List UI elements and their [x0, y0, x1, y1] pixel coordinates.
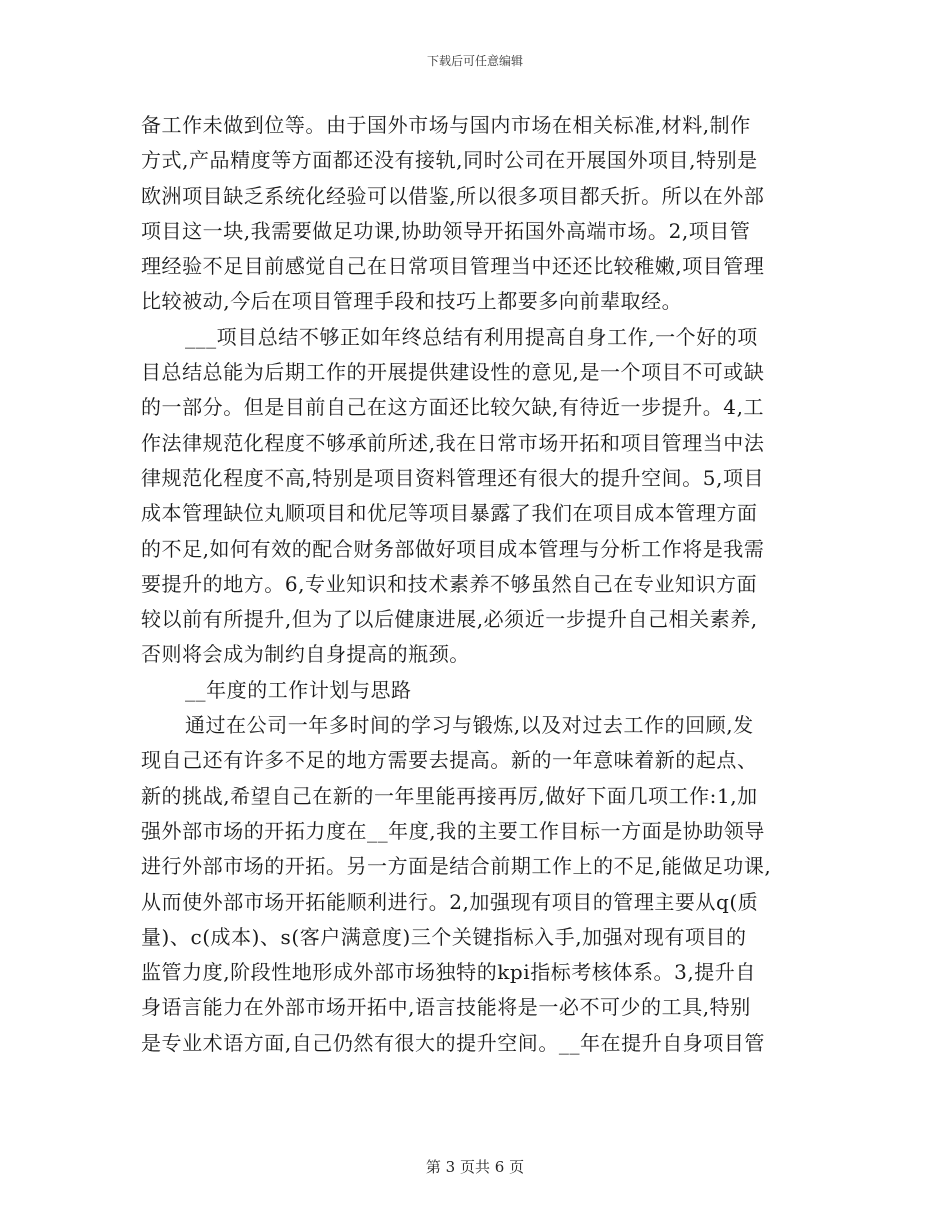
text-line: 方式,产品精度等方面都还没有接轨,同时公司在开展国外项目,特别是 — [141, 148, 758, 173]
page-number-footer: 第 3 页共 6 页 — [425, 1158, 525, 1176]
text-line: 理经验不足目前感觉自己在日常项目管理当中还还比较稚嫩,项目管理 — [141, 254, 765, 279]
text-line: 的一部分。但是目前自己在这方面还比较欠缺,有待近一步提升。4,工 — [141, 395, 765, 420]
text-line: 监管力度,阶段性地形成外部市场独特的kpi指标考核体系。3,提升自 — [141, 960, 756, 985]
text-line: 的不足,如何有效的配合财务部做好项目成本管理与分析工作将是我需 — [141, 536, 765, 561]
text-line: 新的挑战,希望自己在新的一年里能再接再厉,做好下面几项工作:1,加 — [141, 783, 758, 808]
text-line: 是专业术语方面,自己仍然有很大的提升空间。__年在提升自身项目管 — [141, 1030, 765, 1055]
text-line: 进行外部市场的开拓。另一方面是结合前期工作上的不足,能做足功课, — [141, 854, 772, 879]
text-line: 目总结总能为后期工作的开展提供建设性的意见,是一个项目不可或缺 — [141, 360, 765, 385]
text-line: 律规范化程度不高,特别是项目资料管理还有很大的提升空间。5,项目 — [141, 465, 765, 490]
text-line: 要提升的地方。6,专业知识和技术素养不够虽然自己在专业知识方面 — [141, 571, 758, 596]
document-body — [141, 108, 817, 1061]
text-line: 量)、c(成本)、s(客户满意度)三个关键指标入手,加强对现有项目的 — [141, 924, 747, 949]
text-line: 备工作未做到位等。由于国外市场与国内市场在相关标准,材料,制作 — [141, 113, 751, 137]
text-line: 强外部市场的开拓力度在__年度,我的主要工作目标一方面是协助领导 — [141, 818, 765, 843]
section-heading: __年度的工作计划与思路 — [185, 677, 412, 702]
text-line: 从而使外部市场开拓能顺利进行。2,加强现有项目的管理主要从q(质 — [141, 889, 759, 914]
text-line: 作法律规范化程度不够承前所述,我在日常市场开拓和项目管理当中法 — [141, 430, 765, 455]
paragraph-start-line: ___项目总结不够正如年终总结有利用提高自身工作,一个好的项 — [185, 324, 758, 349]
text-line: 欧洲项目缺乏系统化经验可以借鉴,所以很多项目都夭折。所以在外部 — [141, 183, 765, 208]
paragraph-start-line: 通过在公司一年多时间的学习与锻炼,以及对过去工作的回顾,发 — [185, 713, 754, 738]
text-line: 比较被动,今后在项目管理手段和技巧上都要多向前辈取经。 — [141, 289, 683, 314]
page-header: 下载后可任意编辑 — [426, 54, 523, 68]
text-line: 较以前有所提升,但为了以后健康进展,必须近一步提升自己相关素养, — [141, 607, 758, 632]
text-line: 身语言能力在外部市场开拓中,语言技能将是一必不可少的工具,特别 — [141, 995, 751, 1020]
text-line: 否则将会成为制约自身提高的瓶颈。 — [141, 642, 470, 667]
text-line: 成本管理缺位丸顺项目和优尼等项目暴露了我们在项目成本管理方面 — [141, 501, 758, 526]
text-line: 项目这一块,我需要做足功课,协助领导开拓国外高端市场。2,项目管 — [141, 218, 751, 243]
text-line: 现自己还有许多不足的地方需要去提高。新的一年意味着新的起点、 — [141, 748, 758, 773]
